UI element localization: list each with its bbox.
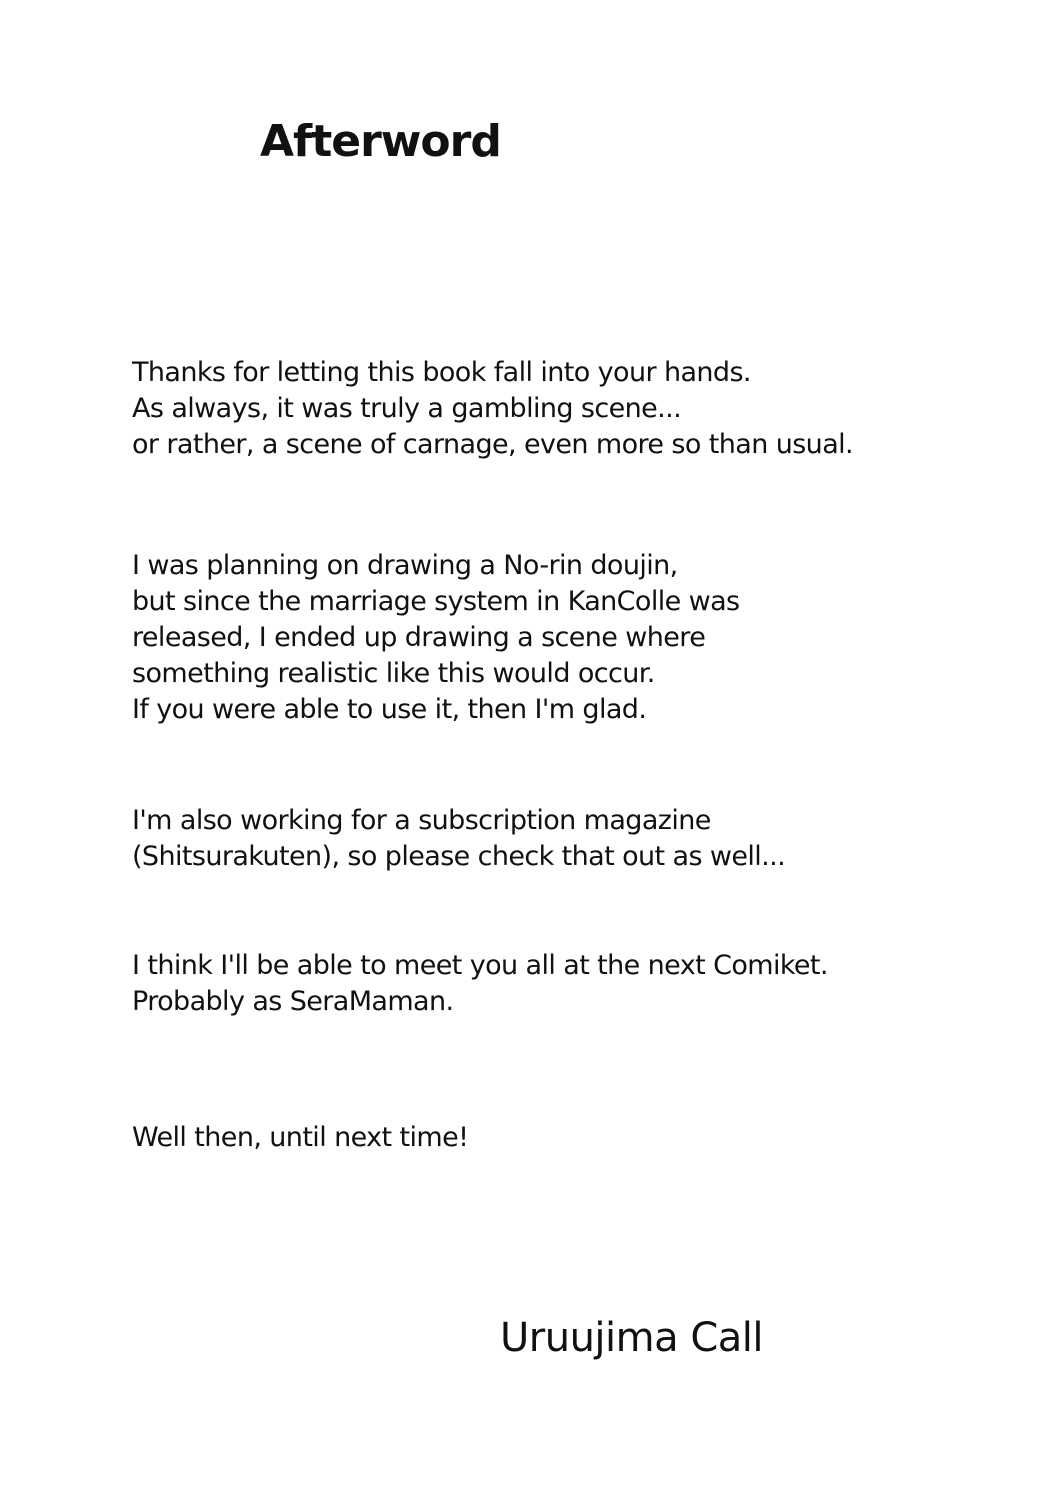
text-line: I was planning on drawing a No-rin doujin,: [132, 550, 678, 581]
text-line: (Shitsurakuten), so please check that out as well...: [132, 841, 786, 872]
page-title: Afterword: [260, 116, 501, 167]
author-signature: Uruujima Call: [500, 1315, 764, 1361]
paragraph-magazine: [132, 803, 785, 875]
text-line: If you were able to use it, then I'm glad.: [132, 694, 647, 725]
text-line: or rather, a scene of carnage, even more so than usual.: [132, 429, 854, 460]
text-line: As always, it was truly a gambling scene...: [132, 393, 682, 424]
text-line: I'm also working for a subscription magazine: [132, 805, 711, 836]
paragraph-planning: [132, 548, 740, 728]
paragraph-comiket: [132, 948, 828, 1020]
text-line: something realistic like this would occur.: [132, 658, 655, 689]
text-line: but since the marriage system in KanColle was: [132, 586, 740, 617]
text-line: I think I'll be able to meet you all at the next Comiket.: [132, 950, 828, 981]
text-line: Probably as SeraMaman.: [132, 986, 454, 1017]
paragraph-farewell: [132, 1120, 468, 1156]
text-line: Thanks for letting this book fall into your hands.: [132, 357, 751, 388]
text-line: Well then, until next time!: [132, 1122, 469, 1153]
text-line: released, I ended up drawing a scene where: [132, 622, 706, 653]
paragraph-thanks: [132, 355, 853, 463]
